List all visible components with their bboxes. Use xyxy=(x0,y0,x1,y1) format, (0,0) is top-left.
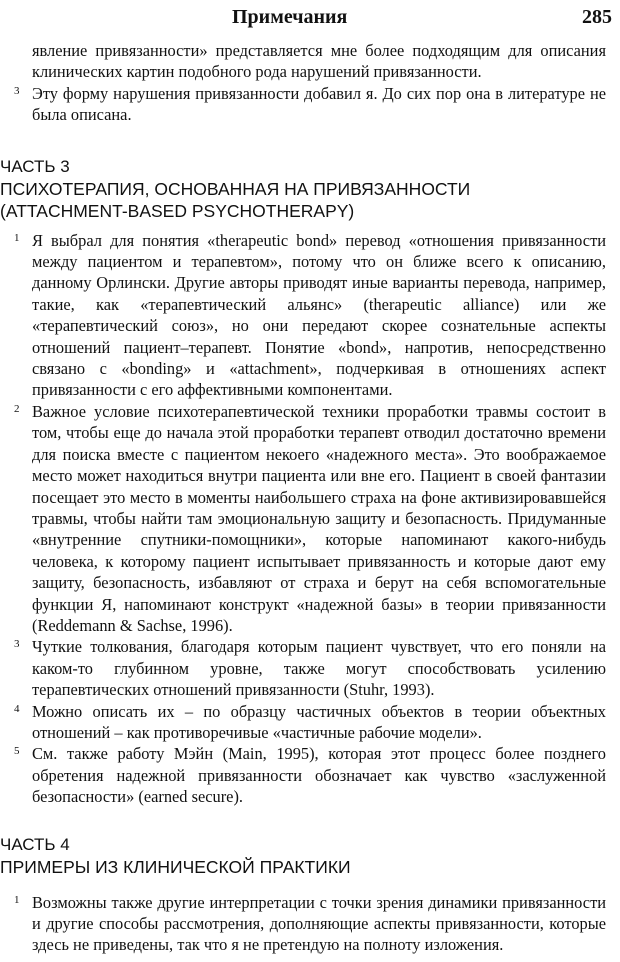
running-head xyxy=(0,6,620,32)
footnote-number: 3 xyxy=(14,638,20,651)
notes-content xyxy=(0,40,606,956)
part-title-sub: (ATTACHMENT-BASED PSYCHOTHERAPY) xyxy=(0,200,355,221)
footnote xyxy=(0,83,606,126)
footnote-number: 3 xyxy=(14,84,20,97)
footnote xyxy=(0,636,606,700)
running-head-title: Примечания xyxy=(232,6,348,28)
part-title: ПСИХОТЕРАПИЯ, ОСНОВАННАЯ НА ПРИВЯЗАННОСТИ xyxy=(0,178,471,199)
footnote xyxy=(0,230,606,401)
part-label: ЧАСТЬ 4 xyxy=(0,834,70,854)
footnote-number: 1 xyxy=(14,231,20,244)
footnote-number: 2 xyxy=(14,402,20,415)
footnote xyxy=(0,401,606,636)
footnote-number: 4 xyxy=(14,702,20,715)
footnote-text: Возможны также другие интерпретации с точки зрения динамики привязанности и другие способы рассмотрения, дополняющие аспекты привязанности, которые здесь не приведены, так что я не претендую на полноту изложения. xyxy=(32,892,606,955)
footnote-number: 1 xyxy=(14,893,20,906)
page-number: 285 xyxy=(582,6,612,28)
footnote-text: Важное условие психотерапевтической техники проработки травмы состоит в том, чтобы еще до начала этой проработки терапевт отводил достаточно времени для поиска вместе с пациентом некоего «надежного места». Это воображаемое место может находиться внутри пациента или вне его. Пациент в своей фантазии посещает это место в моменты наибольшего страха на фоне активизировавшейся травмы, чтобы найти там эмоциональную защиту и безопасность. Придуманные «внутренние спутники-помощники», которые напоминают какого-нибудь человека, к которому пациент испытывает привязанность и которые дают ему защиту, безопасность, избавляют от страха и берут на себя вспомогательные функции Я, напоминают конструкт «надежной базы» в теории привязанности (Reddemann & Sachse, 1996). xyxy=(32,401,606,635)
footnote-text: Я выбрал для понятия «therapeutic bond» перевод «отношения привязанности между пациентом и терапевтом», потому что он ближе всего к описанию, данному Орлински. Другие авторы приводят иные варианты перевода, например, такие, как «терапевтический альянс» (therapeutic alliance) или же «терапевтический союз», но они передают скорее сознательные аспекты отношений пациент–терапевт. Понятие «bond», напротив, непосредственно связано с «bonding» и «attachment», подчеркивая в отношениях аспект привязанности с его аффективными компонентами. xyxy=(32,230,606,400)
footnote xyxy=(0,743,606,807)
footnote-text: Можно описать их – по образцу частичных объектов в теории объектных отношений – как противоречивые «частичные рабочие модели». xyxy=(32,701,606,742)
part-3-heading xyxy=(0,156,606,222)
footnote xyxy=(0,892,606,956)
part-title: ПРИМЕРЫ ИЗ КЛИНИЧЕСКОЙ ПРАКТИКИ xyxy=(0,856,351,877)
footnote-number: 5 xyxy=(14,745,20,758)
footnote-text: явление привязанности» представляется мне более подходящим для описания клинических картин подобного рода нарушений привязанности. xyxy=(32,41,606,82)
part-4-heading xyxy=(0,834,606,878)
footnote xyxy=(0,701,606,744)
footnote-text: Эту форму нарушения привязанности добавил я. До сих пор она в литературе не была описана. xyxy=(32,83,606,125)
part-label: ЧАСТЬ 3 xyxy=(0,156,70,176)
footnote-text: См. также работу Мэйн (Main, 1995), которая этот процесс более позднего обретения надежной привязанности обозначает как чувство «заслуженной безопасности» (earned secure). xyxy=(32,744,606,807)
footnote-continuation xyxy=(0,40,606,83)
footnote-text: Чуткие толкования, благодаря которым пациент чувствует, что его поняли на каком-то глубинном уровне, также могут способствовать усилению терапевтических отношений привязанности (Stuhr, 1993). xyxy=(32,637,606,700)
